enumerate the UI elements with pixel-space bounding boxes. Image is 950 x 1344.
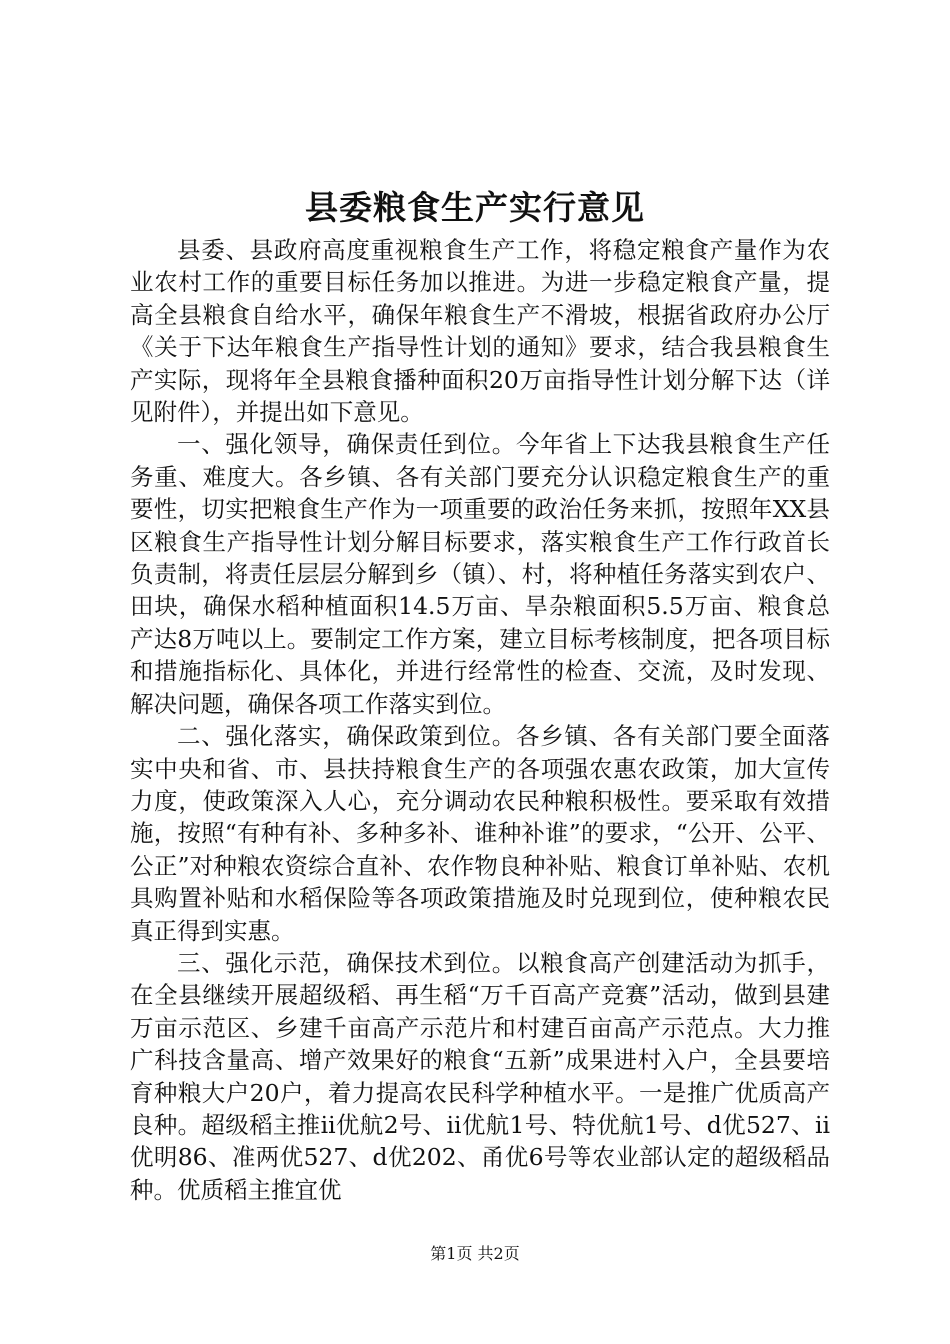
document-body: [130, 234, 830, 1206]
section-2-paragraph: 二、强化落实，确保政策到位。各乡镇、各有关部门要全面落实中央和省、市、县扶持粮食生产的各项强农惠农政策，加大宣传力度，使政策深入人心，充分调动农民种粮积极性。要采取有效措施，按照“有种有补、多种多补、谁种补谁”的要求，“公开、公平、公正”对种粮农资综合直补、农作物良种补贴、粮食订单补贴、农机具购置补贴和水稻保险等各项政策措施及时兑现到位，使种粮农民真正得到实惠。: [130, 722, 830, 945]
section-3-paragraph: 三、强化示范，确保技术到位。以粮食高产创建活动为抓手，在全县继续开展超级稻、再生稻“万千百高产竞赛”活动，做到县建万亩示范区、乡建千亩高产示范片和村建百亩高产示范点。大力推广科技含量高、增产效果好的粮食“五新”成果进村入户，全县要培育种粮大户20户，着力提高农民科学种植水平。一是推广优质高产良种。超级稻主推ii优航2号、ii优航1号、特优航1号、d优527、ii优明86、准两优527、d优202、甬优6号等农业部认定的超级稻品种。优质稻主推宜优: [130, 948, 830, 1204]
intro-paragraph: 县委、县政府高度重视粮食生产工作，将稳定粮食产量作为农业农村工作的重要目标任务加以推进。为进一步稳定粮食产量，提高全县粮食自给水平，确保年粮食生产不滑坡，根据省政府办公厅《关于下达年粮食生产指导性计划的通知》要求，结合我县粮食生产实际，现将年全县粮食播种面积20万亩指导性计划分解下达（详见附件），并提出如下意见。: [130, 236, 830, 427]
page-footer: 第1页 共2页: [430, 1244, 520, 1263]
section-1-paragraph: 一、强化领导，确保责任到位。今年省上下达我县粮食生产任务重、难度大。各乡镇、各有关部门要充分认识稳定粮食生产的重要性，切实把粮食生产作为一项重要的政治任务来抓，按照年XX县区粮食生产指导性计划分解目标要求，落实粮食生产工作行政首长负责制，将责任层层分解到乡（镇）、村，将种植任务落实到农户、田块，确保水稻种植面积14.5万亩、旱杂粮面积5.5万亩、粮食总产达8万吨以上。要制定工作方案，建立目标考核制度，把各项目标和措施指标化、具体化，并进行经常性的检查、交流，及时发现、解决问题，确保各项工作落实到位。: [130, 430, 830, 718]
document-title: 县委粮食生产实行意见: [305, 188, 645, 227]
